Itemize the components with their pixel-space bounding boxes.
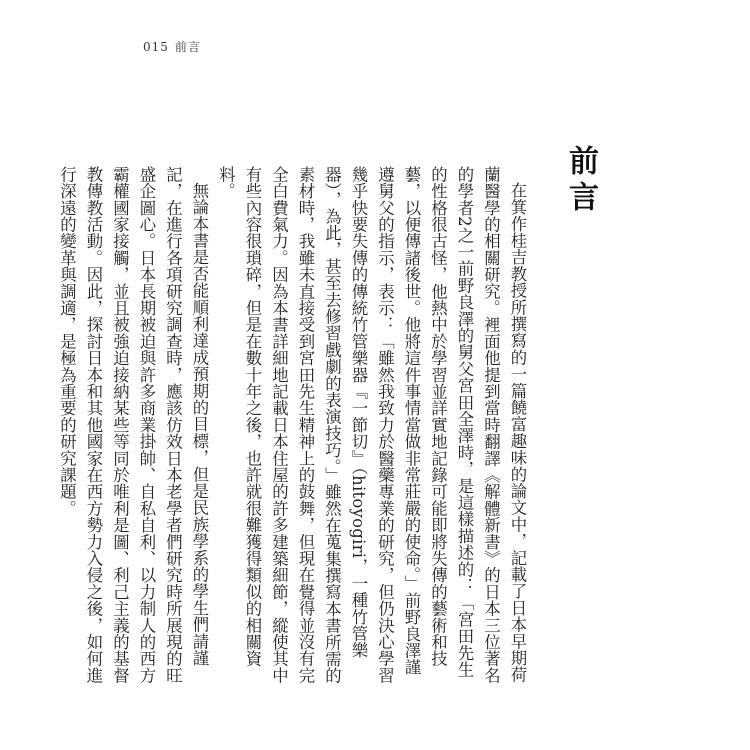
section-title: 前言 xyxy=(174,40,201,54)
chapter-title: 前言 xyxy=(563,145,598,217)
page-number: 015 xyxy=(143,40,169,54)
running-header xyxy=(143,38,201,55)
body-text xyxy=(57,166,530,686)
paragraph-2: 無論本書是否能順利達成預期的目標，但是民族學系的學生們請謹記，在進行各項研究調查時，應該仿效日本老學者們研究時所展現的旺盛企圖心。日本長期被迫與許多商業掛帥、自私自利、以力制人的西方霸權國家接觸，並且被強迫接納某些等同於唯利是圖、利己主義的基督教傳教活動。因此，探討日本和其他國家在西方勢力入侵之後，如何進行深遠的變革與調適，是極為重要的研究課題。 xyxy=(57,166,209,684)
paragraph-1: 在箕作桂吉教授所撰寫的一篇饒富趣味的論文中，記載了日本早期荷蘭醫學的相關研究。裡面他提到當時翻譯《解體新書》的日本三位著名的學者2之一前野良澤的舅父宮田全澤時，是這樣描述的：「宮田先生的性格很古怪，他熱中於學習並詳實地記錄可能即將失傳的藝術和技藝，以便傳諸後世。他將這件事情當做非常莊嚴的使命。」前野良澤謹遵舅父的指示，表示：「雖然我致力於醫藥專業的研究，但仍決心學習幾乎快要失傳的傳統竹管樂器『一節切』（hitoyogiri，一種竹管樂器），為此，甚至去修習戲劇的表演技巧。」雖然在蒐集撰寫本書所需的素材時，我雖未直接受到宮田先生精神上的鼓舞，但現在覺得並沒有完全白費氣力。因為本書詳細地記載日本住屋的許多建築細節，縱使其中有些內容很瑣碎，但是在數十年之後，也許就很難獲得類似的相關資料。 xyxy=(216,166,527,684)
